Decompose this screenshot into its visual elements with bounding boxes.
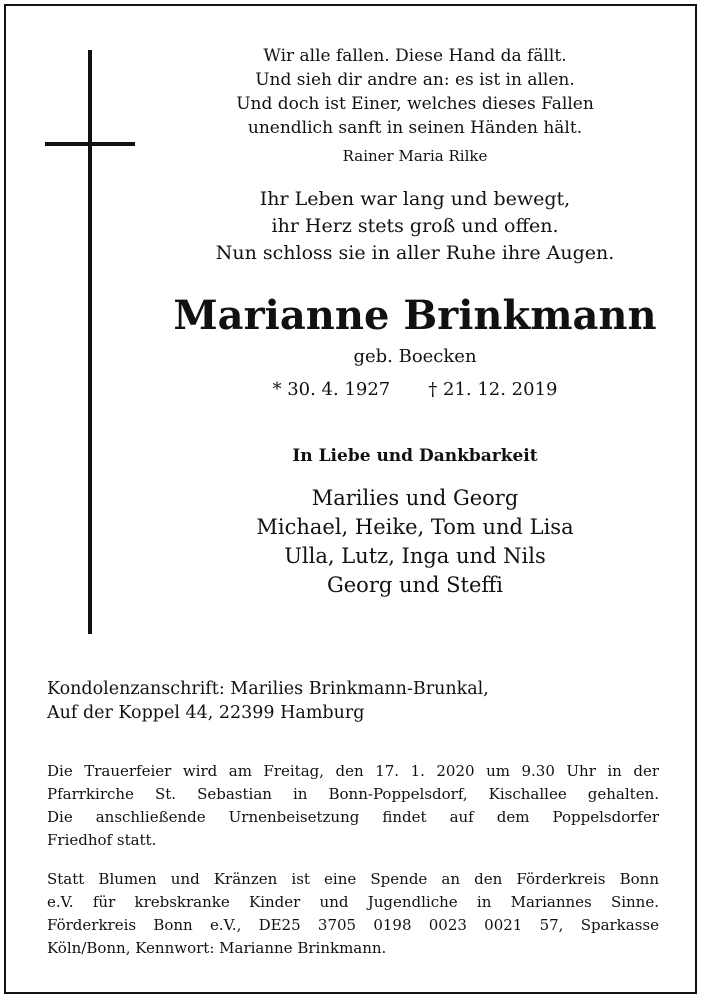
life-dates <box>155 377 675 403</box>
family-line: Michael, Heike, Tom und Lisa <box>256 515 574 539</box>
cross-vertical-bar <box>88 50 92 634</box>
poem-line: Und sieh dir andre an: es ist in allen. <box>255 70 575 90</box>
donation-line: Förderkreis Bonn e.V., DE25 3705 0198 0023 0021 57, Sparkasse <box>47 916 659 934</box>
life-verse <box>155 186 675 267</box>
poem-line: Und doch ist Einer, welches dieses Fallen <box>236 94 594 114</box>
donation-line: e.V. für krebskranke Kinder und Jugendliche in Mariannes Sinne. <box>47 893 659 911</box>
funeral-line: Pfarrkirche St. Sebastian in Bonn-Poppelsdorf, Kischallee gehalten. <box>47 785 659 803</box>
cross-horizontal-bar <box>45 142 135 146</box>
funeral-line: Friedhof statt. <box>47 831 157 849</box>
poem-line: Wir alle fallen. Diese Hand da fällt. <box>263 46 567 66</box>
family-line: Marilies und Georg <box>311 486 519 510</box>
donation-info <box>47 868 659 960</box>
condolence-address <box>47 677 659 725</box>
poem-author: Rainer Maria Rilke <box>342 147 488 165</box>
address-line: Kondolenzanschrift: Marilies Brinkmann-Brunkal, <box>47 679 489 699</box>
deceased-name: Marianne Brinkmann <box>173 292 657 339</box>
family-list <box>155 484 675 600</box>
funeral-line: Die Trauerfeier wird am Freitag, den 17. 1. 2020 um 9.30 Uhr in der <box>47 762 659 780</box>
verse-line: Nun schloss sie in aller Ruhe ihre Augen. <box>215 242 615 264</box>
verse-line: ihr Herz stets groß und offen. <box>271 215 559 237</box>
poem-line: unendlich sanft in seinen Händen hält. <box>247 118 583 138</box>
donation-line: Statt Blumen und Kränzen ist eine Spende an den Förderkreis Bonn <box>47 870 659 888</box>
death-date: † 21. 12. 2019 <box>428 379 558 400</box>
birth-name: geb. Boecken <box>353 346 477 367</box>
birth-date: * 30. 4. 1927 <box>272 379 391 400</box>
funeral-info <box>47 760 659 852</box>
verse-line: Ihr Leben war lang und bewegt, <box>259 188 571 210</box>
poem <box>155 44 675 140</box>
funeral-line: Die anschließende Urnenbeisetzung findet auf dem Poppelsdorfer <box>47 808 659 826</box>
family-line: Ulla, Lutz, Inga und Nils <box>284 544 546 568</box>
address-line: Auf der Koppel 44, 22399 Hamburg <box>47 703 365 723</box>
dedication: In Liebe und Dankbarkeit <box>292 446 538 466</box>
donation-line: Köln/Bonn, Kennwort: Marianne Brinkmann. <box>47 939 387 957</box>
family-line: Georg und Steffi <box>326 573 504 597</box>
